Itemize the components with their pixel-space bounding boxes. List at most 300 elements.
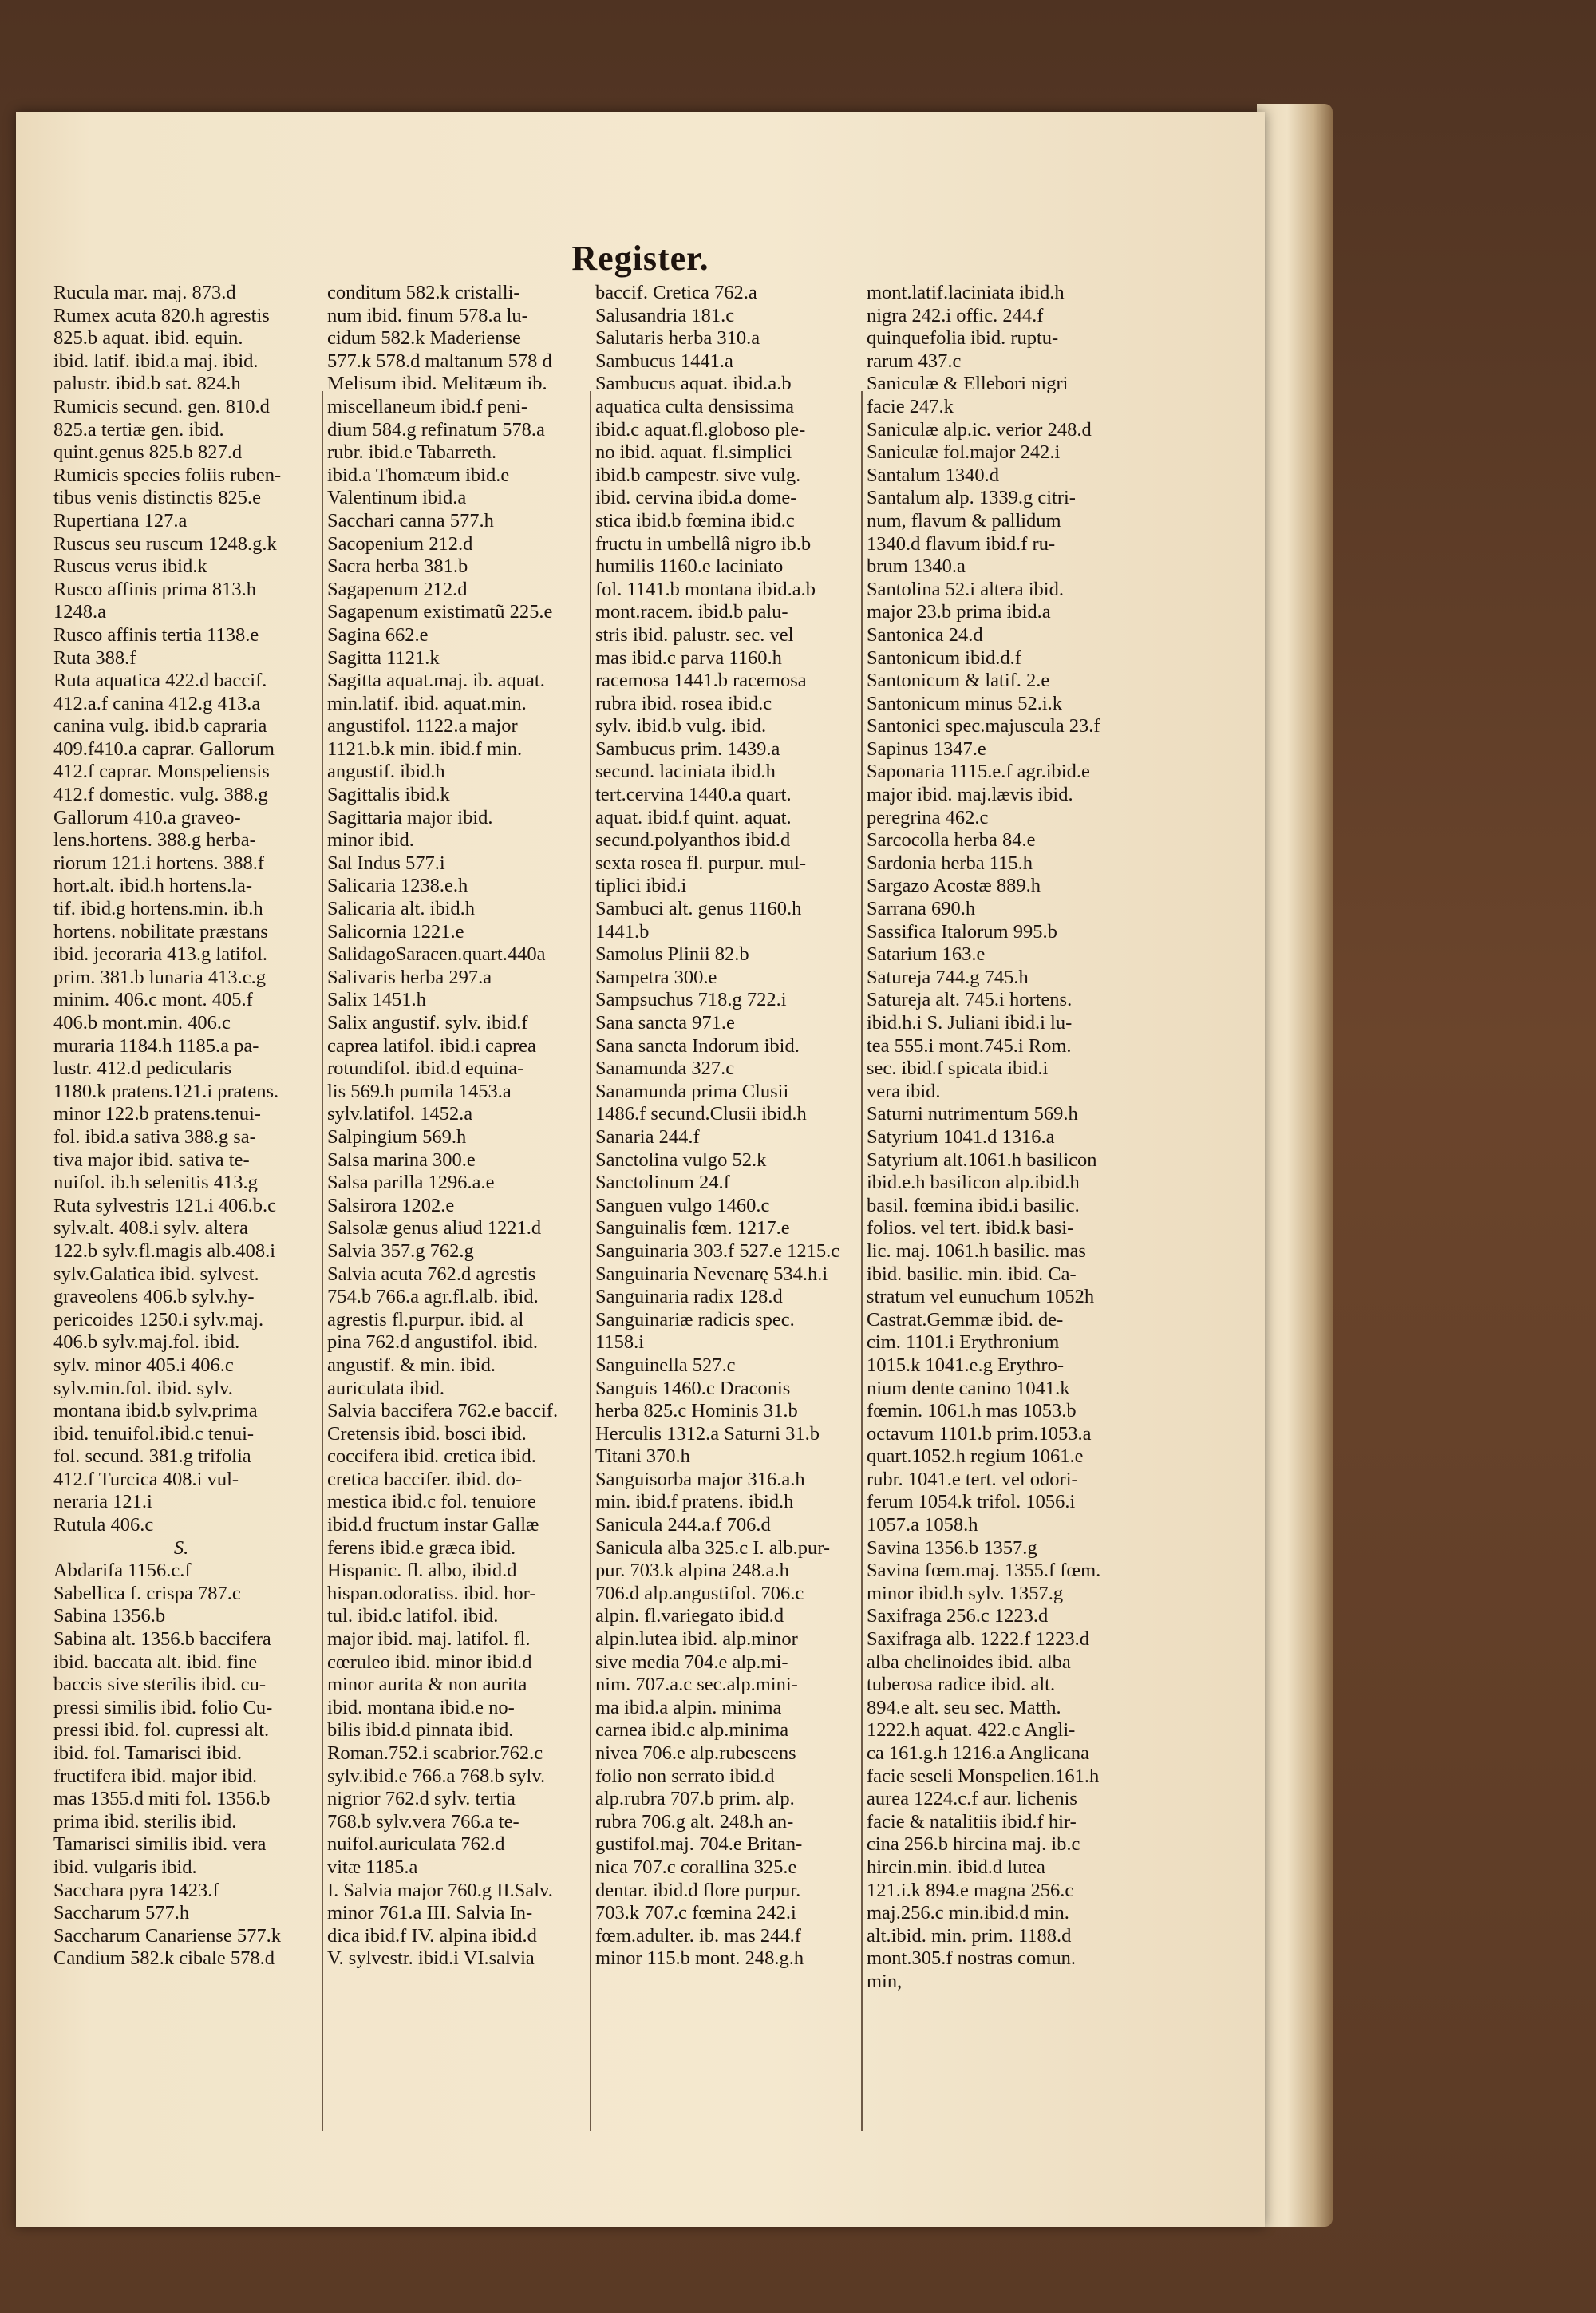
index-entry: angustif. & min. ibid. xyxy=(327,1354,496,1376)
index-entry: Sana sancta Indorum ibid. xyxy=(595,1034,800,1057)
index-entry: stris ibid. palustr. sec. vel xyxy=(595,623,794,646)
index-entry: num ibid. finum 578.a lu- xyxy=(327,304,528,326)
index-entry: Santonicum minus 52.i.k xyxy=(867,692,1062,714)
index-entry: canina vulg. ibid.b capraria xyxy=(53,715,267,737)
index-entry: Sampetra 300.e xyxy=(595,966,717,988)
index-entry: Sabellica f. crispa 787.c xyxy=(53,1582,241,1604)
index-entry: tiva major ibid. sativa te- xyxy=(53,1149,250,1171)
index-entry: tea 555.i mont.745.i Rom. xyxy=(867,1034,1072,1057)
index-entry: Sarcocolla herba 84.e xyxy=(867,829,1036,852)
index-entry: Rutula 406.c xyxy=(53,1514,154,1536)
index-entry: dica ibid.f IV. alpina ibid.d xyxy=(327,1924,537,1947)
index-entry: 1340.d flavum ibid.f ru- xyxy=(867,532,1056,555)
index-entry: ibid.h.i S. Juliani ibid.i lu- xyxy=(867,1012,1073,1034)
index-entry: Santalum alp. 1339.g citri- xyxy=(867,487,1076,509)
index-entry: Salutaris herba 310.a xyxy=(595,327,760,350)
index-entry: ibid. jecoraria 413.g latifol. xyxy=(53,943,268,966)
index-entry: hircin.min. ibid.d lutea xyxy=(867,1856,1045,1878)
index-entry: Saniculæ alp.ic. verior 248.d xyxy=(867,418,1092,441)
index-entry: Saxifraga 256.c 1223.d xyxy=(867,1605,1049,1627)
index-entry: 409.f410.a caprar. Gallorum xyxy=(53,737,275,760)
index-entry: Rumex acuta 820.h agrestis xyxy=(53,304,270,326)
index-entry: 894.e alt. seu sec. Matth. xyxy=(867,1696,1061,1718)
index-entry: mont.latif.laciniata ibid.h xyxy=(867,282,1065,303)
index-entry: ibid.c aquat.fl.globoso ple- xyxy=(595,418,806,441)
index-entry: minor ibid. xyxy=(327,829,414,852)
index-entry: 754.b 766.a agr.fl.alb. ibid. xyxy=(327,1286,539,1308)
index-entry: alba chelinoides ibid. alba xyxy=(867,1651,1071,1673)
index-column-3 xyxy=(595,282,857,1971)
index-entry: ibid. vulgaris ibid. xyxy=(53,1856,197,1878)
index-entry: hortens. nobilitate præstans xyxy=(53,920,268,943)
index-entry: ibid. latif. ibid.a maj. ibid. xyxy=(53,350,259,372)
index-entry: angustifol. 1122.a major xyxy=(327,715,518,737)
index-entry: Salix angustif. sylv. ibid.f xyxy=(327,1012,528,1034)
index-entry: alpin.lutea ibid. alp.minor xyxy=(595,1628,798,1651)
index-column-2 xyxy=(327,282,585,1971)
index-entry: Sanguinariæ radicis spec. xyxy=(595,1308,795,1330)
index-entry: rarum 437.c xyxy=(867,350,962,372)
index-entry: Sampsuchus 718.g 722.i xyxy=(595,989,787,1011)
index-entry: 1180.k pratens.121.i pratens. xyxy=(53,1080,279,1102)
index-entry: fructu in umbellâ nigro ib.b xyxy=(595,532,812,555)
index-entry: herba 825.c Hominis 31.b xyxy=(595,1400,798,1422)
index-entry: ibid. montana ibid.e no- xyxy=(327,1696,515,1718)
column-rule xyxy=(590,391,591,2131)
index-entry: ibid.e.h basilicon alp.ibid.h xyxy=(867,1172,1080,1194)
index-entry: rubr. 1041.e tert. vel odori- xyxy=(867,1468,1078,1490)
index-entry: 1057.a 1058.h xyxy=(867,1514,978,1536)
index-entry: Salix 1451.h xyxy=(327,989,426,1011)
index-entry: quinquefolia ibid. ruptu- xyxy=(867,327,1059,350)
index-entry: pericoides 1250.i sylv.maj. xyxy=(53,1308,264,1330)
index-entry: sive media 704.e alp.mi- xyxy=(595,1651,788,1673)
index-entry: mas 1355.d miti fol. 1356.b xyxy=(53,1788,271,1810)
index-entry: gustifol.maj. 704.e Britan- xyxy=(595,1833,803,1856)
index-entry: 577.k 578.d maltanum 578 d xyxy=(327,350,552,372)
book-page xyxy=(16,112,1265,2227)
index-column-1 xyxy=(53,282,309,1971)
index-entry: quart.1052.h regium 1061.e xyxy=(867,1445,1084,1468)
index-entry: ferens ibid.e græca ibid. xyxy=(327,1536,516,1559)
index-entry: bilis ibid.d pinnata ibid. xyxy=(327,1719,514,1742)
index-entry: Ruscus verus ibid.k xyxy=(53,556,207,578)
index-entry: Sanguinaria radix 128.d xyxy=(595,1286,783,1308)
index-entry: Sagitta aquat.maj. ib. aquat. xyxy=(327,670,545,692)
index-entry: secund. laciniata ibid.h xyxy=(595,761,776,783)
index-entry: lis 569.h pumila 1453.a xyxy=(327,1080,512,1102)
index-entry: neraria 121.i xyxy=(53,1491,152,1513)
index-entry: lustr. 412.d pedicularis xyxy=(53,1058,232,1080)
index-entry: sylv.min.fol. ibid. sylv. xyxy=(53,1377,233,1399)
index-entry: coccifera ibid. cretica ibid. xyxy=(327,1445,536,1468)
index-entry: major ibid. maj.lævis ibid. xyxy=(867,784,1073,806)
column-rule xyxy=(322,391,323,2131)
index-entry: Melisum ibid. Melitæum ib. xyxy=(327,373,547,395)
index-entry: Salsolæ genus aliud 1221.d xyxy=(327,1217,542,1240)
index-entry: Cretensis ibid. bosci ibid. xyxy=(327,1422,527,1445)
index-entry: Sacopenium 212.d xyxy=(327,532,473,555)
index-entry: Sargazo Acostæ 889.h xyxy=(867,875,1041,897)
index-entry: 825.a tertiæ gen. ibid. xyxy=(53,418,224,441)
index-entry: Sacchari canna 577.h xyxy=(327,509,494,532)
index-entry: Salpingium 569.h xyxy=(327,1125,467,1148)
index-entry: sylv.latifol. 1452.a xyxy=(327,1103,473,1125)
index-entry: prima ibid. sterilis ibid. xyxy=(53,1810,237,1833)
index-entry: 406.b mont.min. 406.c xyxy=(53,1012,231,1034)
index-entry: Ruta aquatica 422.d baccif. xyxy=(53,670,267,692)
index-entry: quint.genus 825.b 827.d xyxy=(53,441,243,464)
index-entry: Rumicis species foliis ruben- xyxy=(53,464,282,486)
index-entry: tert.cervina 1440.a quart. xyxy=(595,784,792,806)
index-entry: Satarium 163.e xyxy=(867,943,986,966)
index-entry: stica ibid.b fœmina ibid.c xyxy=(595,509,795,532)
index-entry: hort.alt. ibid.h hortens.la- xyxy=(53,875,253,897)
index-entry: fol. ibid.a sativa 388.g sa- xyxy=(53,1125,256,1148)
index-entry: ferum 1054.k trifol. 1056.i xyxy=(867,1491,1076,1513)
index-entry: I. Salvia major 760.g II.Salv. xyxy=(327,1879,553,1901)
index-entry: Saccharum Canariense 577.k xyxy=(53,1924,282,1947)
index-entry: Rusco affinis tertia 1138.e xyxy=(53,623,259,646)
index-entry: pressi ibid. fol. cupressi alt. xyxy=(53,1719,270,1742)
index-entry: vitæ 1185.a xyxy=(327,1856,418,1878)
index-entry: folio non serrato ibid.d xyxy=(595,1765,775,1787)
index-entry: sylv. ibid.b vulg. ibid. xyxy=(595,715,767,737)
index-entry: Saturni nutrimentum 569.h xyxy=(867,1103,1078,1125)
index-entry: 412.f domestic. vulg. 388.g xyxy=(53,784,268,806)
index-entry: minor ibid.h sylv. 1357.g xyxy=(867,1582,1064,1604)
index-entry: rubra 706.g alt. 248.h an- xyxy=(595,1810,794,1833)
index-entry: tul. ibid.c latifol. ibid. xyxy=(327,1605,499,1627)
index-entry: Saniculæ fol.major 242.i xyxy=(867,441,1061,464)
index-entry: nim. 707.a.c sec.alp.mini- xyxy=(595,1674,798,1696)
index-entry: Sagapenum existimatũ 225.e xyxy=(327,601,553,623)
index-entry: mont.305.f nostras comun. xyxy=(867,1947,1076,1970)
index-entry: basil. fœmina ibid.i basilic. xyxy=(867,1194,1080,1216)
index-entry: ibid. fol. Tamarisci ibid. xyxy=(53,1742,242,1764)
index-entry: mas ibid.c parva 1160.h xyxy=(595,646,782,669)
index-entry: ibid.b campestr. sive vulg. xyxy=(595,464,801,486)
index-entry: Sanguinaria 303.f 527.e 1215.c xyxy=(595,1240,840,1262)
index-entry: Sanicula alba 325.c I. alb.pur- xyxy=(595,1536,831,1559)
index-entry: Sanicula 244.a.f 706.d xyxy=(595,1514,771,1536)
index-entry: nivea 706.e alp.rubescens xyxy=(595,1742,796,1764)
index-entry: nigrior 762.d sylv. tertia xyxy=(327,1788,516,1810)
index-entry: 121.i.k 894.e magna 256.c xyxy=(867,1879,1074,1901)
index-entry: Saxifraga alb. 1222.f 1223.d xyxy=(867,1628,1089,1651)
index-entry: 1486.f secund.Clusii ibid.h xyxy=(595,1103,807,1125)
index-entry: tif. ibid.g hortens.min. ib.h xyxy=(53,898,263,920)
index-entry: cidum 582.k Maderiense xyxy=(327,327,521,350)
index-entry: Sagittalis ibid.k xyxy=(327,784,450,806)
index-entry: Santonica 24.d xyxy=(867,623,983,646)
index-entry: Santolina 52.i altera ibid. xyxy=(867,578,1064,600)
index-entry: V. sylvestr. ibid.i VI.salvia xyxy=(327,1947,535,1970)
index-entry: muraria 1184.h 1185.a pa- xyxy=(53,1034,259,1057)
index-entry: minor aurita & non aurita xyxy=(327,1674,527,1696)
index-entry: graveolens 406.b sylv.hy- xyxy=(53,1286,255,1308)
index-entry: ca 161.g.h 1216.a Anglicana xyxy=(867,1742,1089,1764)
index-entry: Rusco affinis prima 813.h xyxy=(53,578,257,600)
index-entry: hispan.odoratiss. ibid. hor- xyxy=(327,1582,536,1604)
index-entry: Saponaria 1115.e.f agr.ibid.e xyxy=(867,761,1090,783)
index-entry: alt.ibid. min. prim. 1188.d xyxy=(867,1924,1072,1947)
index-entry: brum 1340.a xyxy=(867,556,966,578)
index-entry: Sanguen vulgo 1460.c xyxy=(595,1194,770,1216)
index-entry: Sal Indus 577.i xyxy=(327,852,445,874)
index-entry: Santalum 1340.d xyxy=(867,464,1000,486)
index-entry: Salivaris herba 297.a xyxy=(327,966,492,988)
index-entry: peregrina 462.c xyxy=(867,806,989,828)
index-entry: tiplici ibid.i xyxy=(595,875,687,897)
index-entry: Valentinum ibid.a xyxy=(327,487,467,509)
index-entry: Sanamunda prima Clusii xyxy=(595,1080,789,1102)
index-entry: sylv. minor 405.i 406.c xyxy=(53,1354,234,1376)
index-entry: conditum 582.k cristalli- xyxy=(327,282,520,303)
index-entry: Ruta sylvestris 121.i 406.b.c xyxy=(53,1194,277,1216)
index-entry: Sanctolina vulgo 52.k xyxy=(595,1149,767,1171)
index-entry: vera ibid. xyxy=(867,1080,941,1102)
index-entry: Ruscus seu ruscum 1248.g.k xyxy=(53,532,277,555)
index-entry: cœruleo ibid. minor ibid.d xyxy=(327,1651,532,1673)
index-entry: Salicaria 1238.e.h xyxy=(327,875,468,897)
index-entry: cina 256.b hircina maj. ib.c xyxy=(867,1833,1080,1856)
index-entry: cim. 1101.i Erythronium xyxy=(867,1331,1060,1354)
index-entry: angustif. ibid.h xyxy=(327,761,445,783)
index-entry: tibus venis distinctis 825.e xyxy=(53,487,261,509)
index-entry: no ibid. aquat. fl.simplici xyxy=(595,441,792,464)
index-entry: 412.a.f canina 412.g 413.a xyxy=(53,692,261,714)
index-entry: aquat. ibid.f quint. aquat. xyxy=(595,806,792,828)
index-entry: auriculata ibid. xyxy=(327,1377,444,1399)
index-entry: Satyrium alt.1061.h basilicon xyxy=(867,1149,1097,1171)
index-entry: Sagina 662.e xyxy=(327,623,429,646)
index-entry: pur. 703.k alpina 248.a.h xyxy=(595,1560,789,1582)
index-entry: Saccharum 577.h xyxy=(53,1902,190,1924)
index-entry: baccif. Cretica 762.a xyxy=(595,282,757,303)
index-entry: num, flavum & pallidum xyxy=(867,509,1061,532)
index-entry: cretica baccifer. ibid. do- xyxy=(327,1468,523,1490)
index-entry: secund.polyanthos ibid.d xyxy=(595,829,791,852)
index-entry: Santonicum & latif. 2.e xyxy=(867,670,1050,692)
index-entry: alpin. fl.variegato ibid.d xyxy=(595,1605,784,1627)
index-entry: Sana sancta 971.e xyxy=(595,1012,735,1034)
index-entry: lic. maj. 1061.h basilic. mas xyxy=(867,1240,1086,1262)
index-entry: facie & natalitiis ibid.f hir- xyxy=(867,1810,1077,1833)
index-entry: Sambucus prim. 1439.a xyxy=(595,737,780,760)
index-entry: Satureja 744.g 745.h xyxy=(867,966,1029,988)
index-entry: caprea latifol. ibid.i caprea xyxy=(327,1034,536,1057)
index-entry: Savina fœm.maj. 1355.f fœm. xyxy=(867,1560,1101,1582)
index-entry: 1015.k 1041.e.g Erythro- xyxy=(867,1354,1064,1376)
index-entry: Sacchara pyra 1423.f xyxy=(53,1879,219,1901)
index-entry: baccis sive sterilis ibid. cu- xyxy=(53,1674,267,1696)
index-entry: Titani 370.h xyxy=(595,1445,690,1468)
index-entry: Sanguinaria Nevenarę 534.h.i xyxy=(595,1263,828,1285)
index-entry: Salvia acuta 762.d agrestis xyxy=(327,1263,536,1285)
index-entry: fol. 1141.b montana ibid.a.b xyxy=(595,578,816,600)
index-entry: sylv.Galatica ibid. sylvest. xyxy=(53,1263,259,1285)
index-entry: octavum 1101.b prim.1053.a xyxy=(867,1422,1092,1445)
index-entry: sylv.alt. 408.i sylv. altera xyxy=(53,1217,248,1240)
index-entry: min, xyxy=(867,1970,903,1992)
index-entry: ibid. baccata alt. ibid. fine xyxy=(53,1651,258,1673)
index-entry: 122.b sylv.fl.magis alb.408.i xyxy=(53,1240,276,1262)
index-entry: Savina 1356.b 1357.g xyxy=(867,1536,1037,1559)
index-entry: pina 762.d angustifol. ibid. xyxy=(327,1331,539,1354)
index-entry: ibid. tenuifol.ibid.c tenui- xyxy=(53,1422,255,1445)
page-stack-edge xyxy=(1257,104,1333,2227)
index-entry: ibid. cervina ibid.a dome- xyxy=(595,487,797,509)
index-entry: Castrat.Gemmæ ibid. de- xyxy=(867,1308,1064,1330)
index-entry: Salsa parilla 1296.a.e xyxy=(327,1172,495,1194)
index-entry: stratum vel eunuchum 1052h xyxy=(867,1286,1095,1308)
index-entry: Salusandria 181.c xyxy=(595,304,735,326)
index-entry: folios. vel tert. ibid.k basi- xyxy=(867,1217,1074,1240)
index-entry: Herculis 1312.a Saturni 31.b xyxy=(595,1422,820,1445)
index-entry: 1158.i xyxy=(595,1331,645,1354)
index-entry: racemosa 1441.b racemosa xyxy=(595,670,807,692)
index-entry: alp.rubra 707.b prim. alp. xyxy=(595,1788,795,1810)
index-entry: S. xyxy=(173,1536,189,1559)
index-entry: Samolus Plinii 82.b xyxy=(595,943,749,966)
index-entry: Sarrana 690.h xyxy=(867,898,976,920)
index-entry: sec. ibid.f spicata ibid.i xyxy=(867,1058,1049,1080)
index-entry: Salvia baccifera 762.e baccif. xyxy=(327,1400,559,1422)
index-entry: humilis 1160.e laciniato xyxy=(595,556,784,578)
index-entry: 703.k 707.c fœmina 242.i xyxy=(595,1902,796,1924)
index-entry: min. ibid.f pratens. ibid.h xyxy=(595,1491,794,1513)
index-column-4 xyxy=(867,282,1130,1994)
index-entry: aquatica culta densissima xyxy=(595,395,794,417)
index-entry: Roman.752.i scabrior.762.c xyxy=(327,1742,543,1764)
index-entry: facie seseli Monspelien.161.h xyxy=(867,1765,1100,1787)
index-entry: rubr. ibid.e Tabarreth. xyxy=(327,441,497,464)
index-entry: minim. 406.c mont. 405.f xyxy=(53,989,253,1011)
index-entry: Salsirora 1202.e xyxy=(327,1194,455,1216)
index-entry: lens.hortens. 388.g herba- xyxy=(53,829,256,852)
index-entry: Sanamunda 327.c xyxy=(595,1058,735,1080)
index-entry: miscellaneum ibid.f peni- xyxy=(327,395,528,417)
index-entry: Rupertiana 127.a xyxy=(53,509,188,532)
index-entry: 825.b aquat. ibid. equin. xyxy=(53,327,243,350)
index-entry: ma ibid.a alpin. minima xyxy=(595,1696,782,1718)
index-entry: Sanguinella 527.c xyxy=(595,1354,736,1376)
index-entry: aurea 1224.c.f aur. lichenis xyxy=(867,1788,1077,1810)
index-entry: Sagittaria major ibid. xyxy=(327,806,493,828)
index-entry: minor 761.a III. Salvia In- xyxy=(327,1902,533,1924)
index-entry: 1441.b xyxy=(595,920,650,943)
index-entry: SalidagoSaracen.quart.440a xyxy=(327,943,546,966)
index-entry: nuifol. ib.h selenitis 413.g xyxy=(53,1172,258,1194)
index-entry: Sanguis 1460.c Draconis xyxy=(595,1377,791,1399)
index-entry: Salicornia 1221.e xyxy=(327,920,464,943)
index-entry: riorum 121.i hortens. 388.f xyxy=(53,852,265,874)
index-entry: nuifol.auriculata 762.d xyxy=(327,1833,505,1856)
index-entry: Saniculæ & Ellebori nigri xyxy=(867,373,1069,395)
index-entry: maj.256.c min.ibid.d min. xyxy=(867,1902,1069,1924)
index-entry: nica 707.c corallina 325.e xyxy=(595,1856,797,1878)
index-entry: Sagitta 1121.k xyxy=(327,646,440,669)
index-entry: 406.b sylv.maj.fol. ibid. xyxy=(53,1331,240,1354)
index-entry: dentar. ibid.d flore purpur. xyxy=(595,1879,801,1901)
index-entry: rubra ibid. rosea ibid.c xyxy=(595,692,772,714)
index-entry: 1248.a xyxy=(53,601,106,623)
index-entry: Sambucus aquat. ibid.a.b xyxy=(595,373,792,395)
index-entry: fœm.adulter. ib. mas 244.f xyxy=(595,1924,801,1947)
index-entry: fœmin. 1061.h mas 1053.b xyxy=(867,1400,1077,1422)
index-entry: Sabina 1356.b xyxy=(53,1605,166,1627)
index-entry: mont.racem. ibid.b palu- xyxy=(595,601,788,623)
index-entry: montana ibid.b sylv.prima xyxy=(53,1400,258,1422)
index-entry: Santonici spec.majuscula 23.f xyxy=(867,715,1100,737)
column-rule xyxy=(861,391,863,2131)
index-entry: ibid.a Thomæum ibid.e xyxy=(327,464,510,486)
index-entry: pressi similis ibid. folio Cu- xyxy=(53,1696,273,1718)
index-entry: prim. 381.b lunaria 413.c.g xyxy=(53,966,267,988)
index-entry: min.latif. ibid. aquat.min. xyxy=(327,692,527,714)
index-entry: ibid. basilic. min. ibid. Ca- xyxy=(867,1263,1077,1285)
index-entry: minor 115.b mont. 248.g.h xyxy=(595,1947,804,1970)
index-entry: 1222.h aquat. 422.c Angli- xyxy=(867,1719,1076,1742)
index-entry: facie 247.k xyxy=(867,395,954,417)
index-entry: Sassifica Italorum 995.b xyxy=(867,920,1057,943)
index-entry: Abdarifa 1156.c.f xyxy=(53,1560,192,1582)
index-entry: Sagapenum 212.d xyxy=(327,578,468,600)
index-entry: Sanguisorba major 316.a.h xyxy=(595,1468,805,1490)
index-entry: nigra 242.i offic. 244.f xyxy=(867,304,1044,326)
index-entry: 1121.b.k min. ibid.f min. xyxy=(327,737,523,760)
index-entry: minor 122.b pratens.tenui- xyxy=(53,1103,261,1125)
index-entry: Sapinus 1347.e xyxy=(867,737,986,760)
index-entry: 412.f Turcica 408.i vul- xyxy=(53,1468,239,1490)
index-entry: Tamarisci similis ibid. vera xyxy=(53,1833,267,1856)
index-entry: nium dente canino 1041.k xyxy=(867,1377,1070,1399)
index-entry: Salvia 357.g 762.g xyxy=(327,1240,474,1262)
index-entry: Ruta 388.f xyxy=(53,646,136,669)
index-entry: Gallorum 410.a graveo- xyxy=(53,806,241,828)
index-entry: Sambucus 1441.a xyxy=(595,350,733,372)
index-entry: Sanguinalis fœm. 1217.e xyxy=(595,1217,790,1240)
index-entry: sexta rosea fl. purpur. mul- xyxy=(595,852,806,874)
index-entry: Sardonia herba 115.h xyxy=(867,852,1033,874)
index-entry: Sabina alt. 1356.b baccifera xyxy=(53,1628,271,1651)
index-entry: Rumicis secund. gen. 810.d xyxy=(53,395,270,417)
index-entry: 768.b sylv.vera 766.a te- xyxy=(327,1810,519,1833)
index-entry: Sambuci alt. genus 1160.h xyxy=(595,898,802,920)
index-entry: Candium 582.k cibale 578.d xyxy=(53,1947,275,1970)
index-entry: Sanaria 244.f xyxy=(595,1125,700,1148)
index-entry: Salsa marina 300.e xyxy=(327,1149,476,1171)
index-entry: fructifera ibid. major ibid. xyxy=(53,1765,258,1787)
index-entry: major 23.b prima ibid.a xyxy=(867,601,1051,623)
index-entry: Satureja alt. 745.i hortens. xyxy=(867,989,1073,1011)
index-entry: Rucula mar. maj. 873.d xyxy=(53,282,236,303)
index-entry: 706.d alp.angustifol. 706.c xyxy=(595,1582,804,1604)
index-entry: palustr. ibid.b sat. 824.h xyxy=(53,373,241,395)
index-entry: carnea ibid.c alp.minima xyxy=(595,1719,789,1742)
index-entry: dium 584.g refinatum 578.a xyxy=(327,418,545,441)
index-entry: ibid.d fructum instar Gallæ xyxy=(327,1514,539,1536)
index-entry: Santonicum ibid.d.f xyxy=(867,646,1021,669)
index-entry: rotundifol. ibid.d equina- xyxy=(327,1058,524,1080)
index-entry: Sanctolinum 24.f xyxy=(595,1172,730,1194)
index-entry: Satyrium 1041.d 1316.a xyxy=(867,1125,1055,1148)
index-entry: agrestis fl.purpur. ibid. al xyxy=(327,1308,524,1330)
page-header: Register. xyxy=(571,239,709,278)
index-entry: sylv.ibid.e 766.a 768.b sylv. xyxy=(327,1765,546,1787)
index-entry: major ibid. maj. latifol. fl. xyxy=(327,1628,531,1651)
